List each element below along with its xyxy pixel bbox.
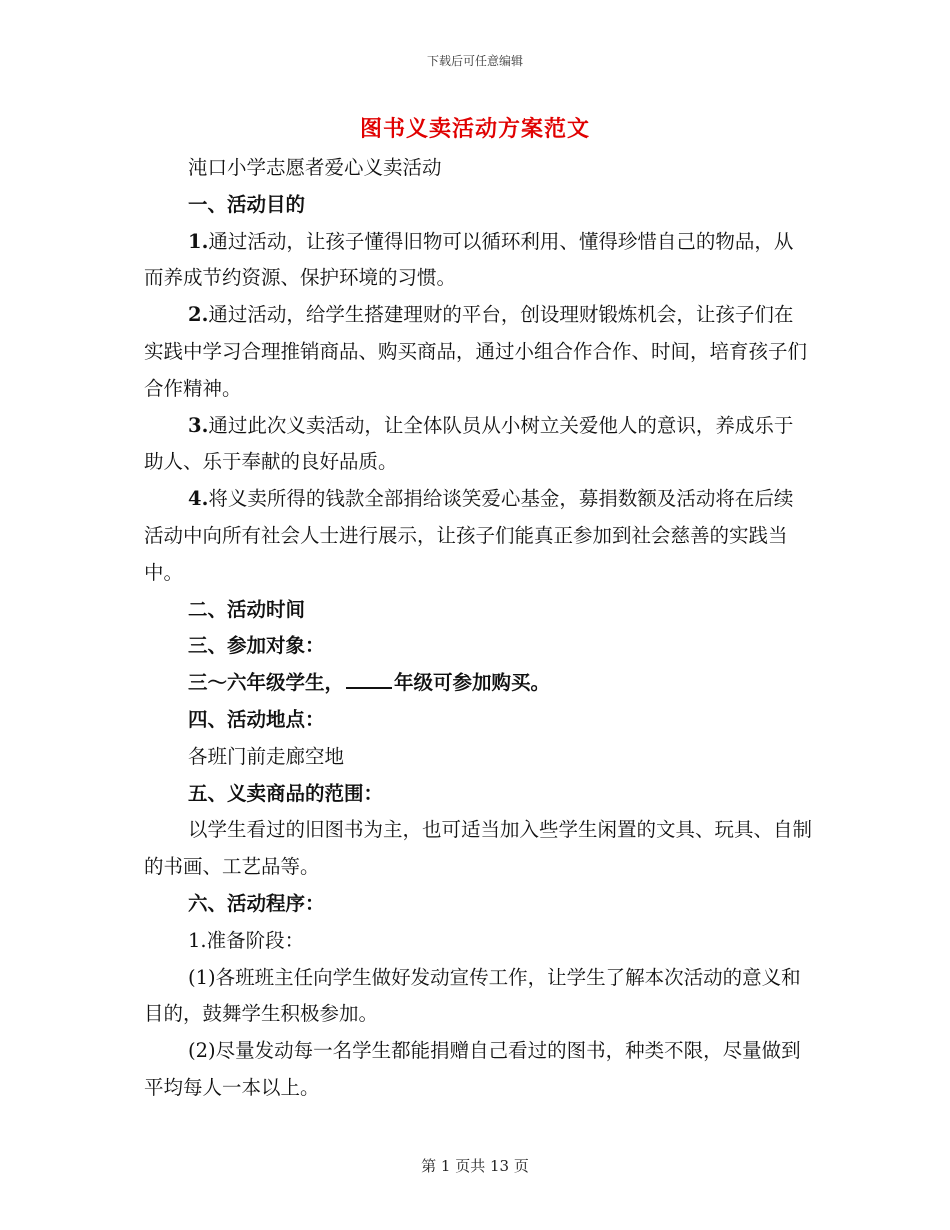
- purpose-item-1: [144, 224, 812, 298]
- goods-text: 以学生看过的旧图书为主，也可适当加入些学生闲置的文具、玩具、自制的书画、工艺品等。: [144, 818, 813, 879]
- section-heading-procedure: 六、活动程序：: [188, 891, 325, 915]
- item-text: 准备阶段：: [206, 928, 305, 952]
- item-number: 3.: [188, 413, 209, 437]
- section-heading-participants: 三、参加对象：: [188, 634, 325, 658]
- procedure-substep-1: [144, 960, 812, 1034]
- location-text: 各班门前走廊空地: [188, 744, 345, 768]
- item-number: 1.: [188, 229, 209, 253]
- participants-line: [144, 665, 812, 702]
- item-text: 各班班主任向学生做好发动宣传工作，让学生了解本次活动的意义和目的，鼓舞学生积极参加。: [144, 965, 801, 1026]
- purpose-item-3: [144, 408, 812, 482]
- item-number: 4.: [188, 487, 209, 511]
- section-heading-location: 四、活动地点：: [188, 707, 325, 731]
- section-heading-time: 二、活动时间: [188, 597, 306, 621]
- item-number: (1): [188, 965, 216, 989]
- participants-text-after: 年级可参加购买。: [394, 671, 551, 695]
- item-text: 尽量发动每一名学生都能捐赠自己看过的图书，种类不限，尽量做到平均每人一本以上。: [144, 1039, 801, 1099]
- organizer-line: 沌口小学志愿者爱心义卖活动: [188, 156, 442, 179]
- page-footer: 第 1 页共 13 页: [421, 1157, 529, 1175]
- fill-in-blank: [346, 669, 392, 689]
- item-text: 通过此次义卖活动，让全体队员从小树立关爱他人的意识，养成乐于助人、乐于奉献的良好品质。: [144, 413, 794, 474]
- document-title: 图书义卖活动方案范文: [359, 116, 590, 142]
- item-number: (2): [188, 1039, 216, 1063]
- section-heading-goods: 五、义卖商品的范围：: [188, 781, 384, 805]
- participants-text-before: 三～六年级学生，: [188, 671, 345, 695]
- procedure-substep-2: [144, 1033, 812, 1107]
- item-text: 将义卖所得的钱款全部捐给谈笑爱心基金，募捐数额及活动将在后续活动中向所有社会人士进行展示，让孩子们能真正参加到社会慈善的实践当中。: [144, 487, 794, 584]
- purpose-item-2: [144, 297, 812, 407]
- purpose-item-4: [144, 481, 812, 591]
- procedure-step-1: [144, 923, 812, 960]
- item-number: 2.: [188, 303, 209, 327]
- header-note: 下载后可任意编辑: [426, 54, 523, 68]
- document-body: [144, 150, 812, 1107]
- item-text: 通过活动，给学生搭建理财的平台，创设理财锻炼机会，让孩子们在实践中学习合理推销商品、购买商品，通过小组合作合作、时间，培育孩子们合作精神。: [144, 303, 808, 400]
- section-heading-purpose: 一、活动目的: [188, 192, 306, 216]
- item-text: 通过活动，让孩子懂得旧物可以循环利用、懂得珍惜自己的物品，从而养成节约资源、保护环境的习惯。: [144, 229, 794, 290]
- item-number: 1.: [188, 928, 207, 952]
